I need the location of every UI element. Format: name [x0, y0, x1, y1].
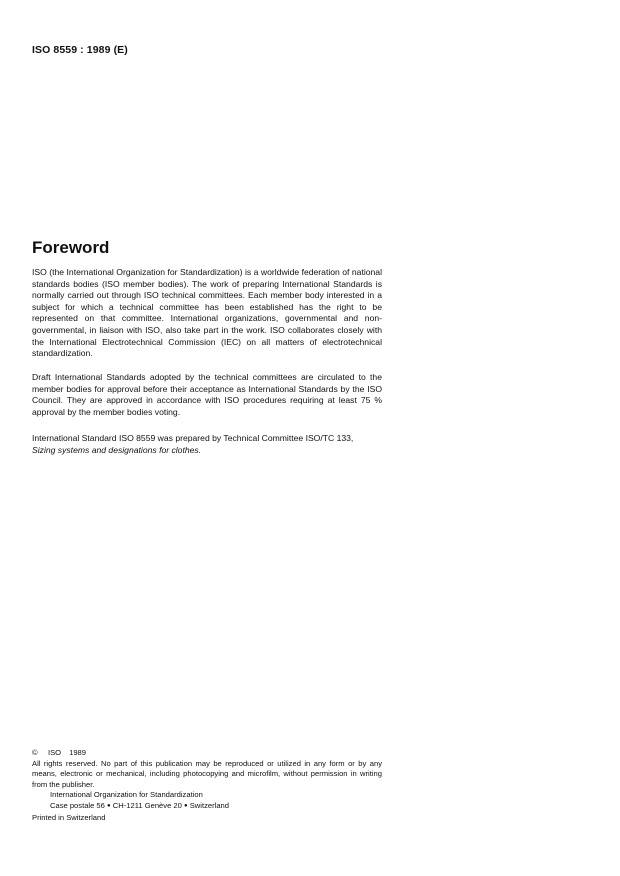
copyright-organization: ISO	[48, 748, 62, 757]
address-part-1: Case postale 56	[50, 800, 105, 810]
publisher-address	[32, 801, 382, 812]
foreword-title: Foreword	[32, 238, 110, 257]
foreword-paragraph-3	[32, 433, 382, 456]
copyright-block	[32, 748, 382, 823]
copyright-symbol: ©	[32, 748, 38, 757]
bullet-1: ●	[107, 802, 111, 809]
copyright-line	[32, 748, 382, 759]
document-header: ISO 8559 : 1989 (E)	[32, 44, 128, 56]
bullet-2: ●	[183, 802, 188, 809]
foreword-paragraph-1: ISO (the International Organization for Standardization) is a worldwide federation of national standards bodies (ISO member bodies). The work of preparing International Standards is normally carried out through ISO technical committees. Each member body interested in a subject for which a technical committee has been established has the right to be represented on that committee. International organizations, governmental and non-governmental, in liaison with ISO, also take part in the work. ISO collaborates closely with the International Electrotechnical Commission (IEC) on all matters of electrotechnical standardization.	[32, 267, 382, 359]
copyright-year: 1989	[69, 748, 86, 757]
paragraph-3-text: International Standard ISO 8559 was prepared by Technical Committee ISO/TC 133,	[32, 433, 354, 443]
address-part-3: Switzerland	[189, 800, 229, 810]
committee-title: Sizing systems and designations for clothes.	[32, 444, 202, 455]
printed-in: Printed in Switzerland	[32, 812, 106, 822]
foreword-paragraph-2: Draft International Standards adopted by the technical committees are circulated to the member bodies for approval before their acceptance as International Standards by the ISO Council. They are approved in accordance with ISO procedures requiring at least 75 % approval by the member bodies voting.	[32, 372, 382, 417]
rights-statement: All rights reserved. No part of this publication may be reproduced or utilized in any form or by any means, electronic or mechanical, including photocopying and microfilm, without permission in writing from the publisher.	[32, 758, 382, 789]
publisher-name: International Organization for Standardization	[50, 790, 203, 800]
address-part-2: CH-1211 Genève 20	[112, 800, 182, 810]
